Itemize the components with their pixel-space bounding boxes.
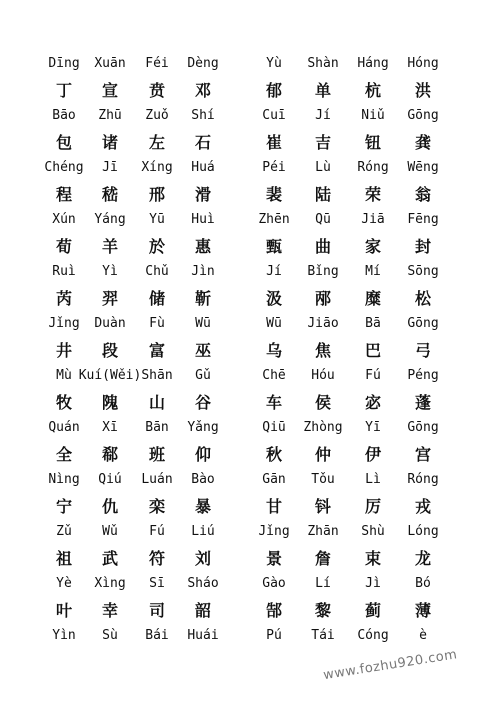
hanzi-cell: 栾: [148, 497, 165, 516]
pinyin-cell: Róng: [407, 472, 439, 487]
pinyin-cell: Sháo: [187, 576, 219, 591]
hanzi-row: [0, 547, 498, 573]
hanzi-cell: 左: [148, 133, 165, 152]
hanzi-cell: 仇: [101, 497, 118, 516]
pinyin-cell: Jiāo: [307, 316, 339, 331]
pinyin-row: [0, 313, 498, 339]
pinyin-cell: Róng: [357, 160, 389, 175]
hanzi-cell: 谷: [194, 393, 211, 412]
pinyin-cell: Yè: [56, 576, 72, 591]
hanzi-cell: 宓: [364, 393, 381, 412]
hanzi-cell: 蓟: [364, 601, 381, 620]
pinyin-cell: Dèng: [187, 56, 219, 71]
pinyin-cell: Yù: [266, 56, 282, 71]
hanzi-cell: 秋: [265, 445, 282, 464]
pinyin-cell: Sī: [149, 576, 165, 591]
hanzi-row: [0, 443, 498, 469]
hanzi-cell: 宣: [101, 81, 118, 100]
hanzi-cell: 郜: [265, 601, 282, 620]
hanzi-cell: 刘: [194, 549, 211, 568]
pinyin-cell: Cóng: [357, 628, 389, 643]
pinyin-cell: Jǐng: [258, 524, 290, 539]
hanzi-cell: 家: [364, 237, 381, 256]
pinyin-row: [0, 105, 498, 131]
pinyin-cell: Xìng: [94, 576, 126, 591]
pinyin-cell: Gào: [262, 576, 286, 591]
hanzi-cell: 邴: [314, 289, 331, 308]
pinyin-cell: Jī: [102, 160, 118, 175]
pinyin-cell: Yū: [149, 212, 165, 227]
hanzi-cell: 吉: [314, 133, 331, 152]
hanzi-cell: 洪: [414, 81, 431, 100]
pinyin-cell: Lí: [315, 576, 331, 591]
hanzi-cell: 束: [364, 549, 381, 568]
hanzi-cell: 段: [101, 341, 118, 360]
pinyin-cell: Péng: [407, 368, 439, 383]
pinyin-cell: Lì: [365, 472, 381, 487]
hanzi-cell: 巫: [194, 341, 211, 360]
pinyin-cell: Shí: [191, 108, 215, 123]
hanzi-cell: 仲: [314, 445, 331, 464]
pinyin-cell: Yìn: [52, 628, 76, 643]
hanzi-cell: 侯: [314, 393, 331, 412]
hanzi-cell: 裴: [265, 185, 282, 204]
pinyin-cell: Tǒu: [311, 472, 335, 487]
pinyin-cell: Jí: [266, 264, 282, 279]
hanzi-cell: 厉: [364, 497, 381, 516]
hanzi-cell: 戎: [414, 497, 431, 516]
hanzi-cell: 贲: [148, 81, 165, 100]
pinyin-cell: Bā: [365, 316, 381, 331]
pinyin-cell: Wū: [266, 316, 282, 331]
pinyin-cell: Qū: [315, 212, 331, 227]
hanzi-cell: 郁: [265, 81, 282, 100]
pinyin-row: [0, 521, 498, 547]
pinyin-row: [0, 53, 498, 79]
hanzi-cell: 蓬: [414, 393, 431, 412]
pinyin-cell: Fú: [365, 368, 381, 383]
pinyin-cell: Jiā: [361, 212, 385, 227]
hanzi-cell: 崔: [265, 133, 282, 152]
pinyin-cell: Chē: [262, 368, 286, 383]
pinyin-cell: Gōng: [407, 316, 439, 331]
hanzi-cell: 邢: [148, 185, 165, 204]
pinyin-cell: Péi: [262, 160, 286, 175]
hanzi-cell: 诸: [101, 133, 118, 152]
hanzi-cell: 班: [148, 445, 165, 464]
pinyin-cell: Jǐng: [48, 316, 80, 331]
hanzi-cell: 郗: [101, 445, 118, 464]
hanzi-cell: 牧: [55, 393, 72, 412]
hanzi-cell: 暴: [194, 497, 211, 516]
hanzi-cell: 景: [265, 549, 282, 568]
hanzi-cell: 靳: [194, 289, 211, 308]
hanzi-cell: 武: [101, 549, 118, 568]
pinyin-cell: Sōng: [407, 264, 439, 279]
pinyin-cell: Zhū: [98, 108, 122, 123]
pinyin-cell: Fù: [149, 316, 165, 331]
pinyin-cell: Féi: [145, 56, 169, 71]
hanzi-cell: 芮: [55, 289, 72, 308]
hanzi-cell: 程: [55, 185, 72, 204]
hanzi-cell: 钮: [364, 133, 381, 152]
pinyin-cell: Huái: [187, 628, 219, 643]
pinyin-cell: Bān: [145, 420, 169, 435]
hanzi-cell: 荣: [364, 185, 381, 204]
hanzi-row: [0, 79, 498, 105]
pinyin-cell: Sù: [102, 628, 118, 643]
hanzi-row: [0, 495, 498, 521]
hanzi-cell: 丁: [55, 81, 72, 100]
pinyin-cell: Bào: [191, 472, 215, 487]
pinyin-cell: Duàn: [94, 316, 126, 331]
hanzi-cell: 弓: [414, 341, 431, 360]
hanzi-cell: 封: [414, 237, 431, 256]
hanzi-cell: 单: [314, 81, 331, 100]
hanzi-cell: 包: [55, 133, 72, 152]
hanzi-cell: 黎: [314, 601, 331, 620]
hanzi-cell: 富: [148, 341, 165, 360]
hanzi-row: [0, 287, 498, 313]
pinyin-cell: Quán: [48, 420, 80, 435]
pinyin-cell: Huá: [191, 160, 215, 175]
hanzi-cell: 惠: [194, 237, 211, 256]
pinyin-cell: Chǔ: [145, 264, 169, 279]
hanzi-row: [0, 131, 498, 157]
pinyin-cell: Kuí(Wěi): [78, 368, 142, 383]
pinyin-cell: Tái: [311, 628, 335, 643]
hanzi-row: [0, 235, 498, 261]
pinyin-cell: Zhēn: [258, 212, 290, 227]
hanzi-cell: 嵇: [101, 185, 118, 204]
pinyin-cell: Gān: [262, 472, 286, 487]
pinyin-cell: Chéng: [44, 160, 84, 175]
hanzi-cell: 荀: [55, 237, 72, 256]
pinyin-cell: Mù: [56, 368, 72, 383]
pinyin-cell: Luán: [141, 472, 173, 487]
hanzi-cell: 伊: [364, 445, 381, 464]
hanzi-cell: 杭: [364, 81, 381, 100]
hanzi-cell: 陆: [314, 185, 331, 204]
pinyin-cell: Cuī: [262, 108, 286, 123]
pinyin-row: [0, 417, 498, 443]
hanzi-cell: 石: [194, 133, 211, 152]
hanzi-cell: 隗: [101, 393, 118, 412]
hanzi-row: [0, 339, 498, 365]
hanzi-cell: 乌: [265, 341, 282, 360]
hanzi-cell: 车: [265, 393, 282, 412]
pinyin-cell: Gōng: [407, 108, 439, 123]
pinyin-cell: Niǔ: [361, 108, 385, 123]
pinyin-cell: Mí: [365, 264, 381, 279]
hanzi-cell: 詹: [314, 549, 331, 568]
pinyin-row: [0, 469, 498, 495]
pinyin-cell: Háng: [357, 56, 389, 71]
pinyin-row: [0, 209, 498, 235]
hanzi-cell: 符: [148, 549, 165, 568]
hanzi-cell: 叶: [55, 601, 72, 620]
hanzi-cell: 韶: [194, 601, 211, 620]
pinyin-cell: Huì: [191, 212, 215, 227]
pinyin-cell: Bái: [145, 628, 169, 643]
hanzi-cell: 巴: [364, 341, 381, 360]
hanzi-cell: 糜: [364, 289, 381, 308]
pinyin-cell: Gǔ: [195, 368, 211, 383]
pinyin-cell: Lù: [315, 160, 331, 175]
pinyin-cell: Zhòng: [303, 420, 343, 435]
pinyin-cell: Nìng: [48, 472, 80, 487]
hanzi-row: [0, 391, 498, 417]
watermark: www.fozhu920.com: [321, 647, 458, 684]
pinyin-cell: Yáng: [94, 212, 126, 227]
pinyin-cell: Dīng: [48, 56, 80, 71]
pinyin-cell: Zǔ: [56, 524, 72, 539]
hanzi-cell: 幸: [101, 601, 118, 620]
pinyin-cell: Hóng: [407, 56, 439, 71]
hanzi-cell: 羿: [101, 289, 118, 308]
hanzi-cell: 羊: [101, 237, 118, 256]
hanzi-cell: 司: [148, 601, 165, 620]
hanzi-row: [0, 599, 498, 625]
pinyin-cell: Xíng: [141, 160, 173, 175]
pinyin-cell: Shù: [361, 524, 385, 539]
hanzi-cell: 仰: [194, 445, 211, 464]
hanzi-cell: 井: [55, 341, 72, 360]
hanzi-row: [0, 183, 498, 209]
pinyin-cell: Shàn: [307, 56, 339, 71]
pinyin-cell: Wēng: [407, 160, 439, 175]
pinyin-cell: Ruì: [52, 264, 76, 279]
hanzi-cell: 曲: [314, 237, 331, 256]
hanzi-cell: 焦: [314, 341, 331, 360]
pinyin-cell: Gōng: [407, 420, 439, 435]
pinyin-row: [0, 625, 498, 651]
pinyin-cell: Jí: [315, 108, 331, 123]
hanzi-cell: 薄: [414, 601, 431, 620]
hanzi-cell: 滑: [194, 185, 211, 204]
pinyin-cell: Zhān: [307, 524, 339, 539]
hanzi-cell: 松: [414, 289, 431, 308]
hanzi-cell: 储: [148, 289, 165, 308]
hanzi-cell: 全: [55, 445, 72, 464]
hanzi-cell: 於: [148, 237, 165, 256]
hanzi-cell: 山: [148, 393, 165, 412]
pinyin-cell: Fēng: [407, 212, 439, 227]
pinyin-cell: Xuān: [94, 56, 126, 71]
pinyin-cell: Wǔ: [102, 524, 118, 539]
hanzi-cell: 甘: [265, 497, 282, 516]
pinyin-row: [0, 573, 498, 599]
hanzi-cell: 钭: [314, 497, 331, 516]
pinyin-cell: Pú: [266, 628, 282, 643]
pinyin-cell: Wū: [195, 316, 211, 331]
pinyin-cell: Bó: [415, 576, 431, 591]
pinyin-row: [0, 365, 498, 391]
pinyin-cell: Qiú: [98, 472, 122, 487]
hanzi-cell: 汲: [265, 289, 282, 308]
hanzi-cell: 龙: [414, 549, 431, 568]
pinyin-cell: Jìn: [191, 264, 215, 279]
pinyin-cell: Yī: [365, 420, 381, 435]
hanzi-cell: 宁: [55, 497, 72, 516]
pinyin-cell: è: [419, 628, 427, 643]
pinyin-cell: Shān: [141, 368, 173, 383]
pinyin-cell: Yì: [102, 264, 118, 279]
pinyin-cell: Qiū: [262, 420, 286, 435]
pinyin-row: [0, 261, 498, 287]
pinyin-cell: Zuǒ: [145, 108, 169, 123]
hanzi-cell: 宫: [414, 445, 431, 464]
pinyin-cell: Lóng: [407, 524, 439, 539]
pinyin-cell: Liú: [191, 524, 215, 539]
hanzi-cell: 翁: [414, 185, 431, 204]
pinyin-cell: Xī: [102, 420, 118, 435]
pinyin-cell: Hóu: [311, 368, 335, 383]
pinyin-cell: Fú: [149, 524, 165, 539]
pinyin-cell: Bāo: [52, 108, 76, 123]
pinyin-row: [0, 157, 498, 183]
pinyin-cell: Xún: [52, 212, 76, 227]
pinyin-cell: Bǐng: [307, 264, 339, 279]
hanzi-cell: 邓: [194, 81, 211, 100]
pinyin-cell: Jì: [365, 576, 381, 591]
hanzi-cell: 龚: [414, 133, 431, 152]
hanzi-cell: 祖: [55, 549, 72, 568]
hanzi-cell: 甄: [265, 237, 282, 256]
pinyin-cell: Yǎng: [187, 420, 219, 435]
